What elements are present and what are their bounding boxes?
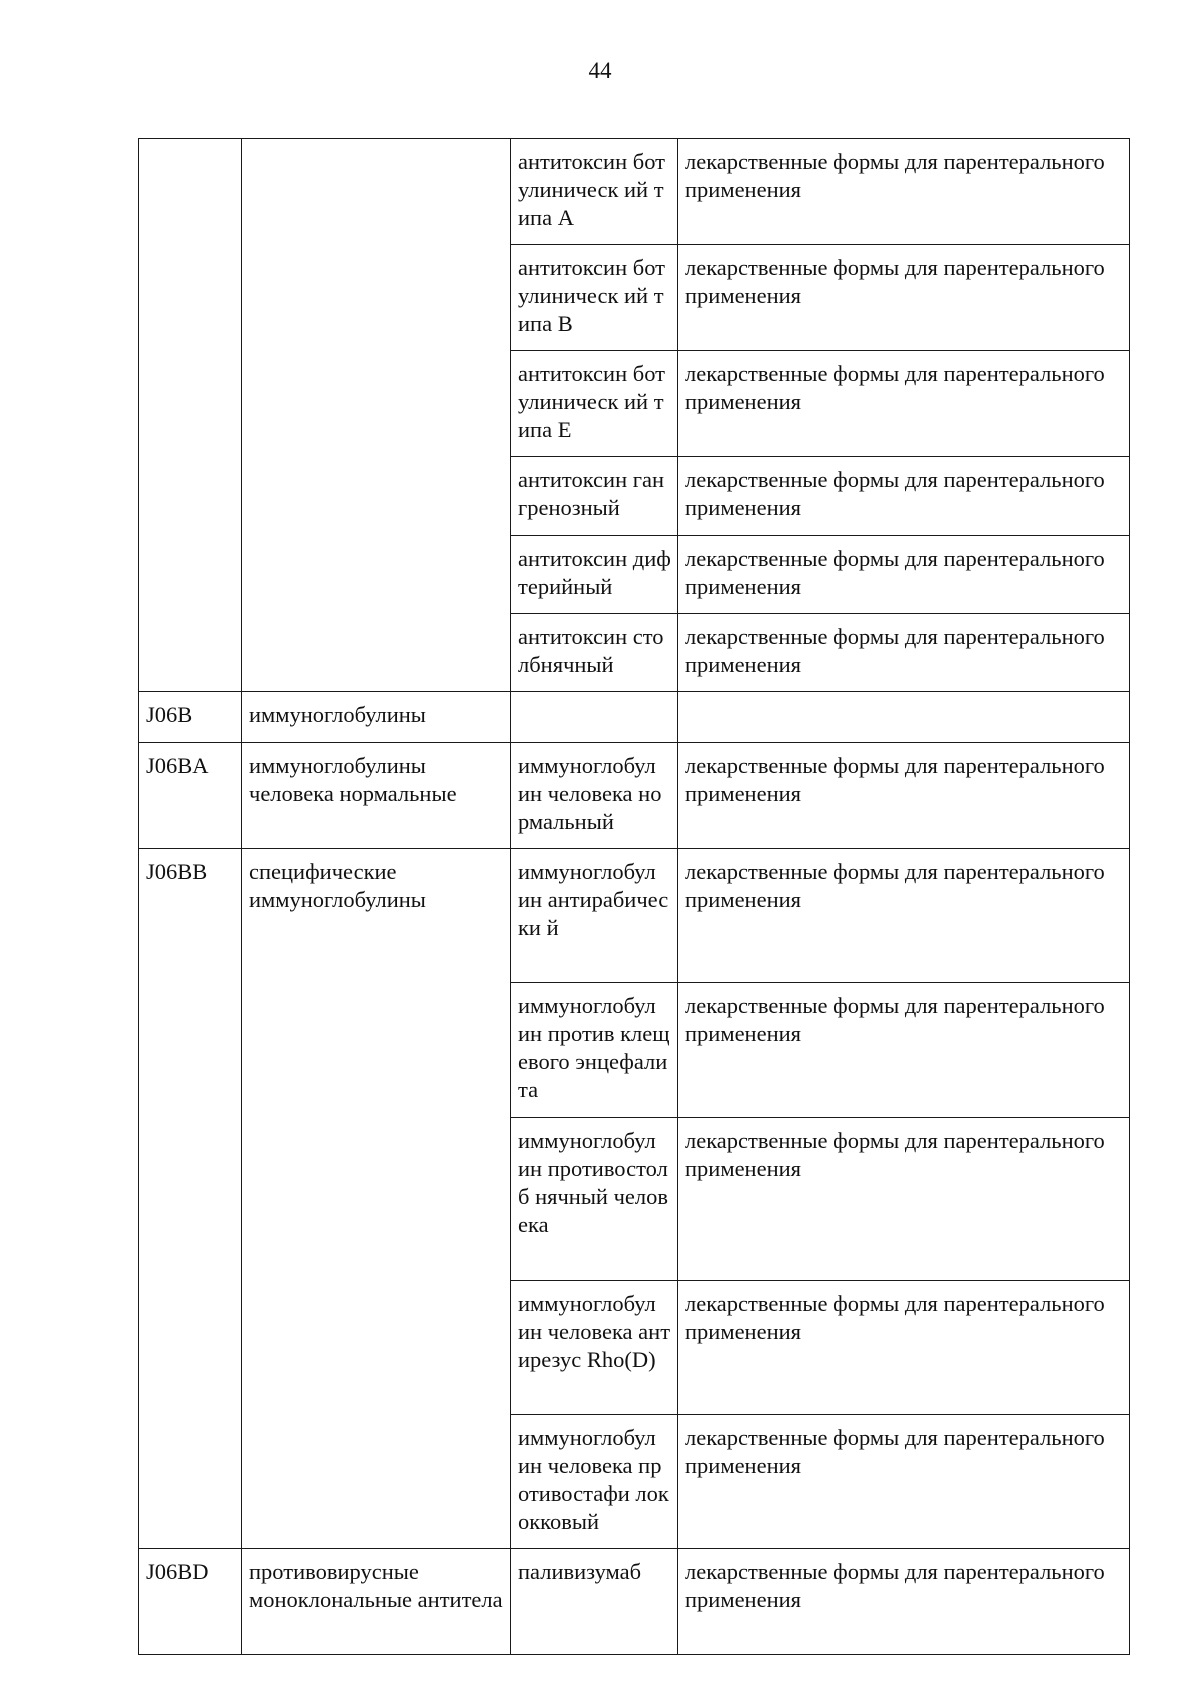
group-name-cell: противовирусные моноклональные антитела: [242, 1549, 511, 1655]
atc-code-cell: J06BD: [139, 1549, 242, 1655]
table-row: [139, 1549, 1130, 1655]
dosage-form-cell: лекарственные формы для парентерального применения: [678, 1281, 1130, 1415]
drug-name-cell: иммуноглобул ин противостолб нячный человека: [511, 1118, 678, 1281]
medication-table: [138, 138, 1130, 1655]
group-name-cell: иммуноглобулины: [242, 692, 511, 743]
dosage-form-cell: лекарственные формы для парентерального применения: [678, 351, 1130, 457]
table-row: [139, 139, 1130, 245]
drug-name-cell: антитоксин гангренозный: [511, 457, 678, 536]
drug-name-cell: антитоксин ботулиническ ий типа A: [511, 139, 678, 245]
drug-name-cell: иммуноглобул ин человека противостафи лококковый: [511, 1415, 678, 1549]
page-number: 44: [588, 58, 612, 83]
atc-code-cell: [139, 139, 242, 692]
drug-name-cell: иммуноглобул ин человека антирезус Rho(D): [511, 1281, 678, 1415]
dosage-form-cell: лекарственные формы для парентерального применения: [678, 983, 1130, 1118]
atc-code-cell: J06BB: [139, 849, 242, 1549]
dosage-form-cell: [678, 692, 1130, 743]
group-name-cell: специфические иммуноглобулины: [242, 849, 511, 1549]
table-row: [139, 743, 1130, 849]
dosage-form-cell: лекарственные формы для парентерального применения: [678, 614, 1130, 692]
drug-name-cell: антитоксин дифтерийный: [511, 536, 678, 614]
drug-name-cell: антитоксин ботулиническ ий типа B: [511, 245, 678, 351]
dosage-form-cell: лекарственные формы для парентерального применения: [678, 1415, 1130, 1549]
dosage-form-cell: лекарственные формы для парентерального применения: [678, 245, 1130, 351]
dosage-form-cell: лекарственные формы для парентерального применения: [678, 139, 1130, 245]
table-row: [139, 692, 1130, 743]
dosage-form-cell: лекарственные формы для парентерального применения: [678, 1549, 1130, 1655]
drug-name-cell: антитоксин столбнячный: [511, 614, 678, 692]
drug-name-cell: иммуноглобул ин антирабически й: [511, 849, 678, 983]
group-name-cell: [242, 139, 511, 692]
dosage-form-cell: лекарственные формы для парентерального применения: [678, 743, 1130, 849]
drug-name-cell: иммуноглобул ин против клещевого энцефалита: [511, 983, 678, 1118]
atc-code-cell: J06B: [139, 692, 242, 743]
atc-code-cell: J06BA: [139, 743, 242, 849]
dosage-form-cell: лекарственные формы для парентерального применения: [678, 1118, 1130, 1281]
drug-name-cell: антитоксин ботулиническ ий типа E: [511, 351, 678, 457]
table-row: [139, 849, 1130, 983]
drug-name-cell: иммуноглобул ин человека нормальный: [511, 743, 678, 849]
dosage-form-cell: лекарственные формы для парентерального применения: [678, 457, 1130, 536]
drug-name-cell: паливизумаб: [511, 1549, 678, 1655]
drug-name-cell: [511, 692, 678, 743]
dosage-form-cell: лекарственные формы для парентерального применения: [678, 536, 1130, 614]
dosage-form-cell: лекарственные формы для парентерального применения: [678, 849, 1130, 983]
group-name-cell: иммуноглобулины человека нормальные: [242, 743, 511, 849]
